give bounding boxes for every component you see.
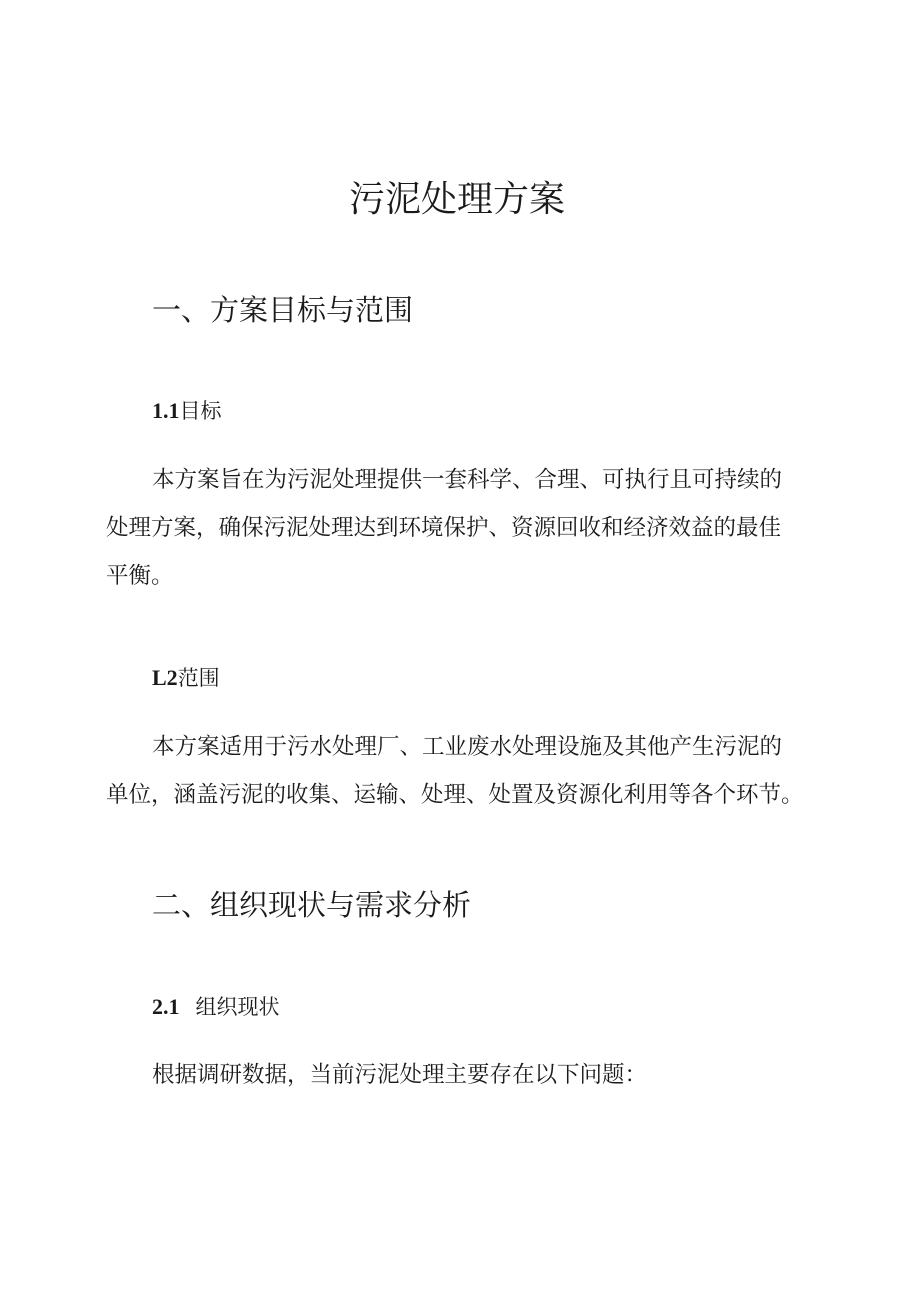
document-title: 污泥处理方案	[348, 179, 565, 220]
paragraph-line: 平衡。	[106, 563, 174, 589]
subsection-number: 2.1	[152, 994, 180, 1019]
paragraph-line: 单位，涵盖污泥的收集、运输、处理、处置及资源化利用等各个环节。	[106, 782, 804, 808]
paragraph-line: 本方案旨在为污泥处理提供一套科学、合理、可执行且可持续的	[152, 467, 783, 493]
subsection-label: 目标	[179, 399, 222, 423]
paragraph-scope	[106, 723, 816, 819]
paragraph-line: 本方案适用于污水处理厂、工业废水处理设施及其他产生污泥的	[152, 734, 783, 760]
subsection-heading-1-1	[152, 396, 222, 426]
subsection-number: 1.1	[152, 398, 180, 423]
paragraph-current-status	[106, 1051, 816, 1099]
subsection-number: L2	[152, 665, 178, 690]
section-heading-2: 二、组织现状与需求分析	[152, 888, 472, 922]
subsection-label: 组织现状	[195, 995, 280, 1019]
paragraph-objective	[106, 456, 816, 600]
subsection-heading-1-2	[152, 663, 220, 693]
paragraph-line: 处理方案，确保污泥处理达到环境保护、资源回收和经济效益的最佳	[106, 515, 782, 541]
section-heading-1: 一、方案目标与范围	[152, 293, 414, 327]
paragraph-line: 根据调研数据，当前污泥处理主要存在以下问题：	[152, 1062, 648, 1088]
subsection-label: 范围	[177, 666, 220, 690]
subsection-heading-2-1	[152, 992, 280, 1022]
